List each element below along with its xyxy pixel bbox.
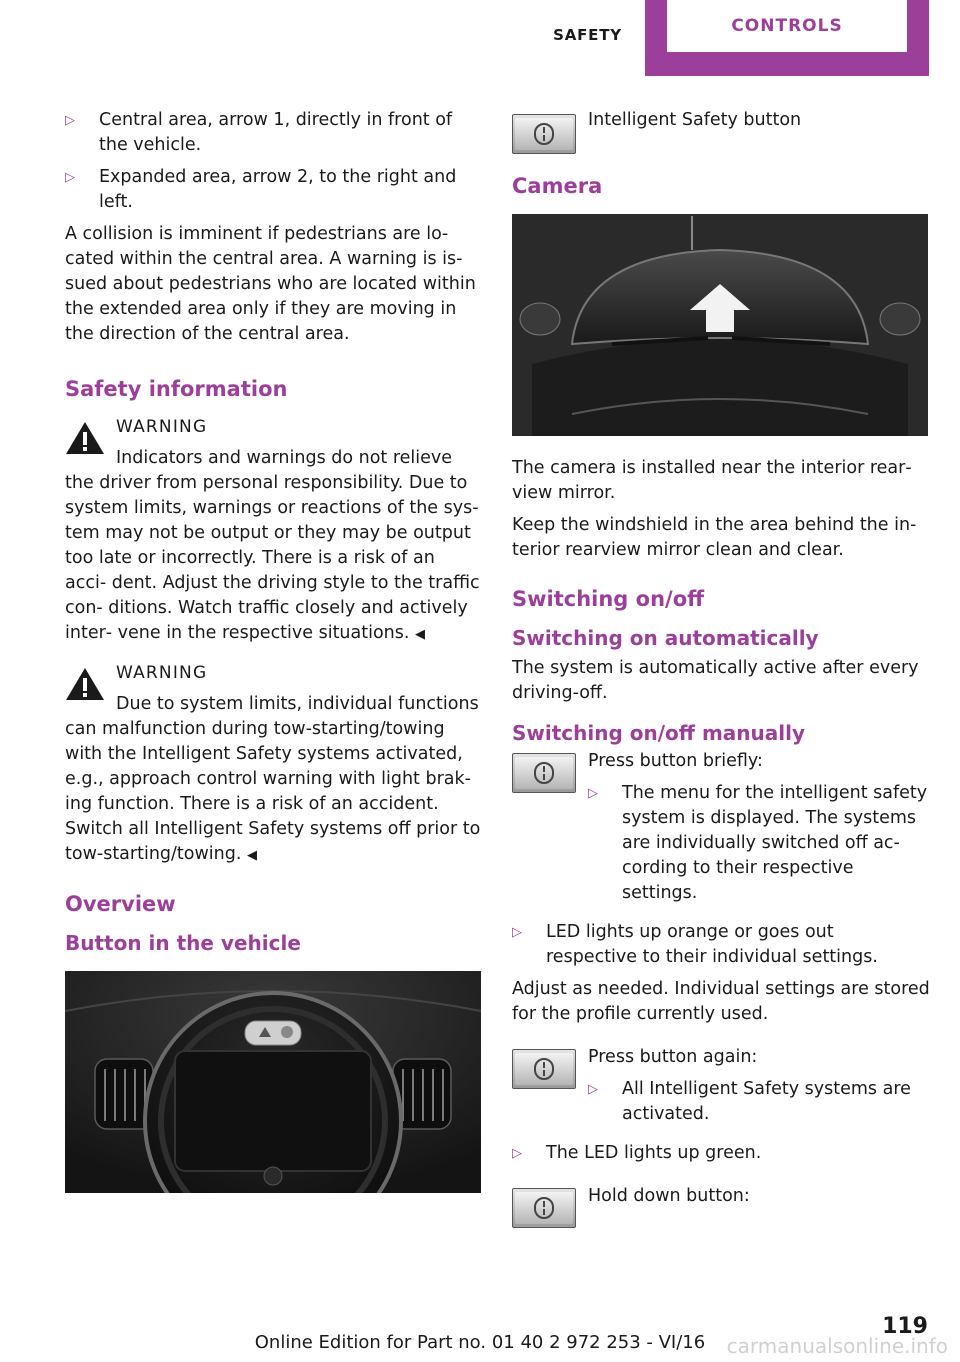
bullet-text: All Intelligent Safety systems are activated. [622,1079,911,1124]
overview-heading: Overview [65,892,176,916]
press-briefly-row [512,749,930,913]
bullet-triangle-icon: ▷ [512,1146,522,1161]
hold-down-text: Hold down button: [588,1186,750,1206]
hold-down-row [512,1184,930,1228]
press-again-text: Press button again: [588,1047,758,1067]
collision-paragraph: A collision is imminent if pedestrians are lo‐ cated within the central area. A warning is is‐ sued about pedestrians who are located within the extended area only if they are moving in the direction of the central area. [65,224,476,344]
warning-block-1 [65,415,481,647]
camera-paragraph-1: The camera is installed near the interior rear‐ view mirror. [512,458,912,503]
bullet-text: Central area, arrow 1, directly in front of the vehicle. [99,110,453,155]
running-header-section: SAFETY [553,26,622,44]
bullet-text: Expanded area, arrow 2, to the right and left. [99,167,457,212]
warning-title: WARNING [116,417,208,437]
bullet-item [512,1141,930,1166]
bullet-triangle-icon: ▷ [65,170,75,185]
end-mark-icon: ◀ [415,627,426,642]
bullet-triangle-icon: ▷ [512,925,522,940]
warning-block-2 [65,661,481,868]
button-in-vehicle-heading: Button in the vehicle [65,931,301,955]
switching-manual-heading: Switching on/off manually [512,721,806,745]
bullet-text: The menu for the intelligent safety system is displayed. The systems are individually switched off ac‐ cording to their respective settings. [622,783,928,903]
warning-triangle-icon [65,667,105,701]
press-again-row [512,1045,930,1134]
warning-triangle-icon [65,421,105,455]
camera-heading: Camera [512,174,603,198]
watermark: carmanualsonline.info [726,1334,948,1358]
intelligent-safety-button-icon [512,114,576,154]
page-number: 119 [882,1314,928,1339]
switching-auto-heading: Switching on automatically [512,626,819,650]
camera-windshield-photo [512,214,928,436]
intelligent-safety-button-icon [512,1049,576,1089]
bullet-text: LED lights up orange or goes out respective to their individual settings. [546,922,878,967]
chapter-tab-label: CONTROLS [731,16,843,36]
safety-information-heading: Safety information [65,377,288,401]
bullet-triangle-icon: ▷ [588,1082,598,1097]
edition-footer: Online Edition for Part no. 01 40 2 972 253 - VI/16 [254,1332,706,1353]
adjust-paragraph: Adjust as needed. Individual settings are stored for the profile currently used. [512,979,930,1024]
switching-heading: Switching on/off [512,587,705,611]
press-briefly-text: Press button briefly: [588,751,763,771]
right-column [512,108,930,1235]
dashboard-button-photo [65,971,481,1193]
bullet-item [588,781,930,906]
warning-text: Indicators and warnings do not relieve the driver from personal responsibility. Due to system limits, warnings or reactions of the sys‐ tem may not be output or they may be output too late or incorrectly. There is a risk of an acci‐ dent. Adjust the driving style to the traffic con‐ ditions. Watch traffic closely and actively inter‐ vene in the respective situations. ◀ [65,448,480,643]
intelligent-safety-button-row [512,108,930,154]
switching-auto-text: The system is automatically active after every driving-off. [512,658,919,703]
button-caption: Intelligent Safety button [588,110,802,130]
safety-symbol-icon [532,1196,556,1220]
intelligent-safety-button-icon [512,1188,576,1228]
intelligent-safety-button-icon [512,753,576,793]
bullet-item [512,920,930,970]
left-column [65,108,481,1201]
bullet-item [65,165,481,215]
warning-title: WARNING [116,663,208,683]
safety-symbol-icon [532,122,556,146]
warning-text: Due to system limits, individual functions can malfunction during tow-starting/towing with the Intelligent Safety systems activated, e.g., approach control warning with light brak‐ ing function. There is a risk of an accident. Switch all Intelligent Safety systems off prior to tow-starting/towing. ◀ [65,694,481,864]
bullet-text: The LED lights up green. [546,1143,762,1163]
bullet-item [65,108,481,158]
camera-paragraph-2: Keep the windshield in the area behind the in‐ terior rearview mirror clean and clear. [512,515,917,560]
end-mark-icon: ◀ [247,848,257,863]
bullet-triangle-icon: ▷ [65,113,75,128]
safety-symbol-icon [532,761,556,785]
chapter-tab [645,0,929,76]
safety-symbol-icon [532,1057,556,1081]
bullet-item [588,1077,930,1127]
bullet-triangle-icon: ▷ [588,786,598,801]
